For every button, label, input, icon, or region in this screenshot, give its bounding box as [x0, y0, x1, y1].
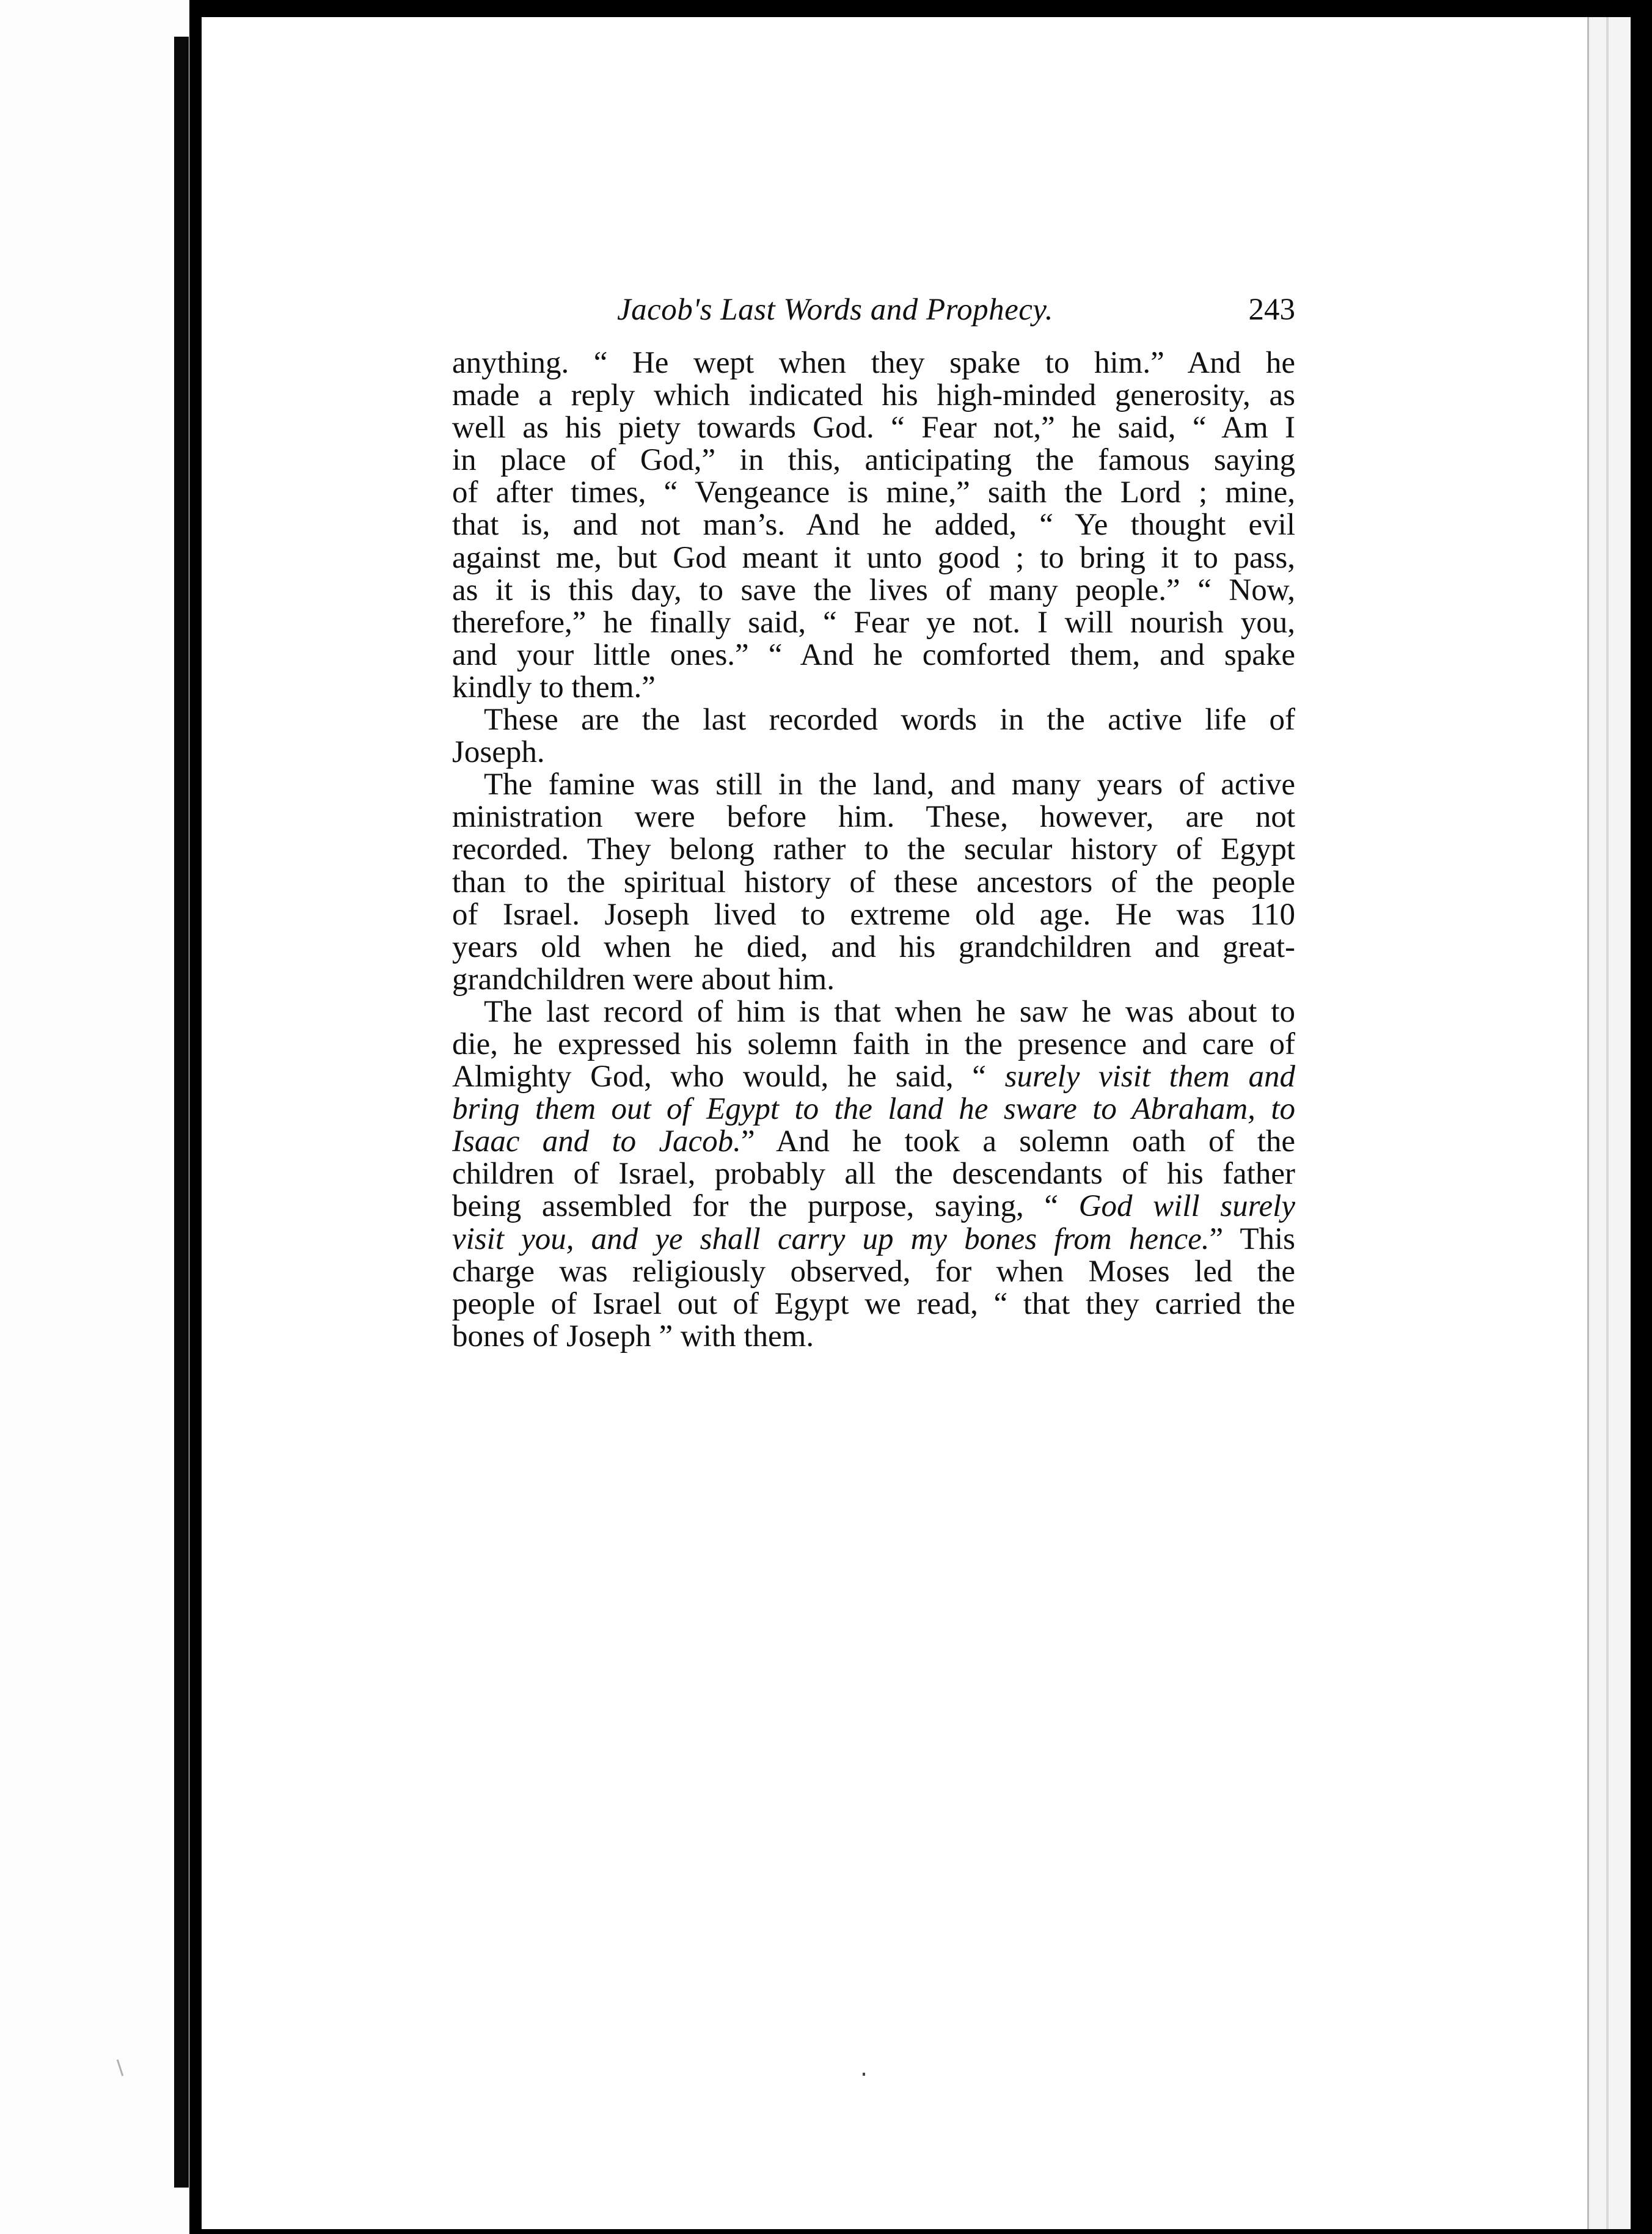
paper-speck: [863, 2073, 865, 2076]
paragraph-start-line: The last record of him is that when he saw he was about to: [484, 995, 1295, 1028]
text-line: children of Israel, probably all the descendants of his father: [452, 1158, 1295, 1191]
book-spine-gutter: [174, 37, 189, 2188]
text-line: that is, and not man’s. And he added, “ Ye thought evil: [452, 509, 1295, 542]
text-line: in place of God,” in this, anticipating the famous saying: [452, 444, 1295, 477]
text-line: anything. “ He wept when they spake to him.” And he: [452, 347, 1295, 380]
page-number: 243: [1248, 293, 1295, 327]
text-line: against me, but God meant it unto good ; to bring it to pass,: [452, 541, 1295, 574]
paragraph-start-line: The famine was still in the land, and many years of active: [484, 769, 1295, 802]
facing-page: [0, 0, 189, 2234]
running-head: [617, 292, 1295, 341]
text-line: of after times, “ Vengeance is mine,” saith the Lord ; mine,: [452, 477, 1295, 510]
italic-quotation: surely visit them and: [1004, 1061, 1295, 1094]
text-line: as it is this day, to save the lives of many people.” “ Now,: [452, 574, 1295, 607]
text-line: made a reply which indicated his high-minded generosity, as: [452, 379, 1295, 412]
text-line: and your little ones.” “ And he comforted them, and spake: [452, 639, 1295, 672]
body-text: [452, 347, 1295, 1353]
text-line: [452, 1093, 1295, 1126]
text-line: visit you, and ye shall carry up my bones from hence.” This: [452, 1223, 1295, 1256]
italic-quotation: God will surely: [1078, 1190, 1295, 1223]
text-line: kindly to them.”: [452, 671, 656, 705]
text-line: Isaac and to Jacob.” And he took a solemn oath of the: [452, 1126, 1295, 1159]
italic-quotation: bring them out of Egypt to the land he sware to Abraham, to: [452, 1093, 1295, 1126]
text-line: therefore,” he finally said, “ Fear ye not. I will nourish you,: [452, 606, 1295, 639]
italic-quotation: visit you, and ye shall carry up my bones from hence.: [452, 1223, 1210, 1256]
italic-quotation: Isaac and to Jacob.: [452, 1126, 741, 1159]
running-title: Jacob's Last Words and Prophecy.: [617, 293, 1053, 327]
text-line: grandchildren were about him.: [452, 963, 835, 996]
text-line: recorded. They belong rather to the secular history of Egypt: [452, 833, 1295, 866]
page-edge: [1587, 17, 1631, 2229]
text-line: die, he expressed his solemn faith in the presence and care of: [452, 1028, 1295, 1061]
text-line: Joseph.: [452, 736, 545, 769]
text-line: being assembled for the purpose, saying, “ God will surely: [452, 1190, 1295, 1223]
text-line: years old when he died, and his grandchildren and great-: [452, 931, 1295, 964]
text-line: charge was religiously observed, for when Moses led the: [452, 1255, 1295, 1288]
paragraph-start-line: These are the last recorded words in the active life of: [484, 704, 1295, 737]
text-line: bones of Joseph ” with them.: [452, 1320, 814, 1353]
text-line: Almighty God, who would, he said, “ surely visit them and: [452, 1061, 1295, 1094]
text-line: than to the spiritual history of these ancestors of the people: [452, 866, 1295, 899]
text-line: of Israel. Joseph lived to extreme old age. He was 110: [452, 898, 1295, 931]
text-line: ministration were before him. These, however, are not: [452, 801, 1295, 834]
paper-mark: [117, 2059, 124, 2076]
text-line: well as his piety towards God. “ Fear not,” he said, “ Am I: [452, 412, 1295, 445]
text-line: people of Israel out of Egypt we read, “ that they carried the: [452, 1287, 1295, 1320]
